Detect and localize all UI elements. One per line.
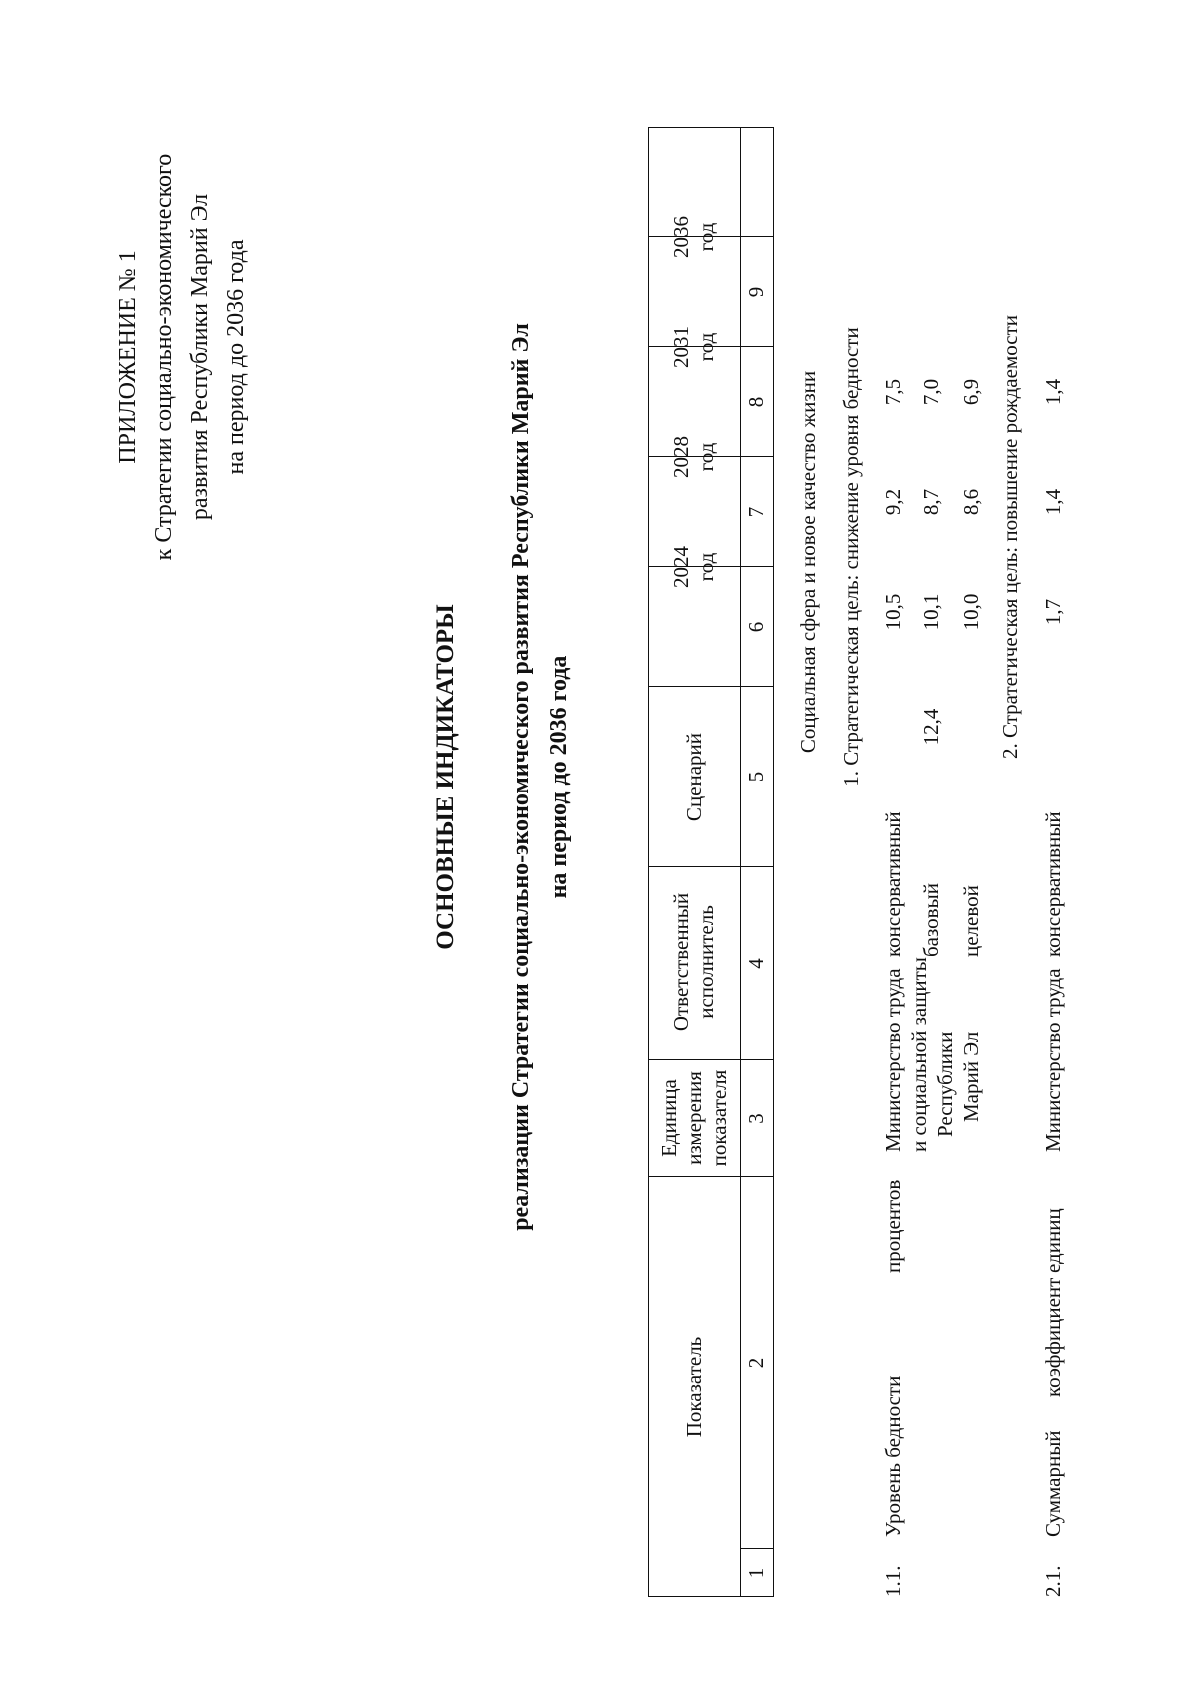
indicators-table-header — [648, 127, 778, 1597]
value-2036: 7,0 — [919, 378, 943, 406]
executor-cell: и социальной защиты — [907, 957, 931, 1152]
value-2031: 9,2 — [881, 488, 905, 516]
scenario-cell: консервативный — [1041, 811, 1065, 957]
col-number: 9 — [743, 286, 768, 298]
title-main: ОСНОВНЫЕ ИНДИКАТОРЫ — [432, 604, 459, 950]
value-2028: 10,1 — [919, 593, 943, 631]
executor-cell: Министерство труда — [1041, 968, 1065, 1152]
appendix-line: на период до 2036 года — [223, 239, 249, 475]
scenario-cell: базовый — [919, 883, 943, 957]
appendix-block — [110, 147, 254, 567]
col-number: 1 — [743, 1567, 768, 1579]
table-border — [648, 127, 649, 1597]
appendix-line: к Стратегии социально-экономического — [151, 153, 177, 561]
value-2031: 1,4 — [1041, 488, 1065, 516]
row-number: 1.1. — [881, 1565, 905, 1597]
section-heading: Социальная сфера и новое качество жизни — [796, 370, 820, 754]
row-number: 2.1. — [1041, 1565, 1065, 1597]
table-border — [648, 127, 774, 128]
value-2036: 6,9 — [959, 378, 983, 406]
value-2028: 10,5 — [881, 593, 905, 631]
col-number: 2 — [743, 1357, 768, 1369]
title-subtitle: на период до 2036 года — [546, 655, 572, 899]
document-title — [428, 247, 578, 1307]
col-number: 8 — [743, 396, 768, 408]
value-2036: 7,5 — [881, 378, 905, 406]
header-unit: Единица измерения показателя — [656, 1069, 731, 1167]
value-2024: 12,4 — [919, 708, 943, 746]
indicator-name: коэффициент — [1041, 1277, 1065, 1397]
executor-cell: Министерство труда — [881, 968, 905, 1152]
header-scenario: Сценарий — [681, 732, 706, 822]
value-2028: 1,7 — [1041, 598, 1065, 626]
scenario-cell: консервативный — [881, 811, 905, 957]
header-2024: 2024 год — [669, 546, 718, 588]
col-number: 6 — [743, 621, 768, 633]
col-number: 4 — [743, 958, 768, 969]
executor-cell: Марий Эл — [959, 1031, 983, 1122]
col-number: 3 — [743, 1113, 768, 1124]
executor-cell: Республики — [933, 1031, 957, 1137]
appendix-line: развития Республики Марий Эл — [187, 193, 213, 521]
header-2036: 2036 год — [669, 216, 718, 258]
rotated-page — [0, 57, 1090, 1697]
col-number: 7 — [743, 506, 768, 518]
table-border — [773, 127, 774, 1597]
indicator-name: Уровень бедности — [881, 1375, 905, 1537]
indicator-name: Суммарный — [1041, 1430, 1065, 1537]
value-2031: 8,7 — [919, 488, 943, 516]
appendix-title: ПРИЛОЖЕНИЕ № 1 — [115, 250, 141, 464]
goal-heading: 2. Стратегическая цель: повышение рождаемости — [998, 315, 1022, 759]
header-2031: 2031 год — [669, 326, 718, 368]
value-2028: 10,0 — [959, 593, 983, 631]
value-2036: 1,4 — [1041, 378, 1065, 406]
value-2031: 8,6 — [959, 488, 983, 516]
title-subtitle: реализации Стратегии социально-экономического развития Республики Марий Эл — [508, 323, 534, 1231]
unit-cell: единиц — [1041, 1208, 1065, 1273]
goal-heading: 1. Стратегическая цель: снижение уровня бедности — [839, 327, 863, 787]
header-indicator: Показатель — [681, 1336, 706, 1438]
scenario-cell: целевой — [959, 885, 983, 957]
header-executor: Ответственный исполнитель — [669, 892, 718, 1032]
unit-cell: процентов — [881, 1179, 905, 1273]
header-2028: 2028 год — [669, 436, 718, 478]
col-number: 5 — [743, 771, 768, 783]
